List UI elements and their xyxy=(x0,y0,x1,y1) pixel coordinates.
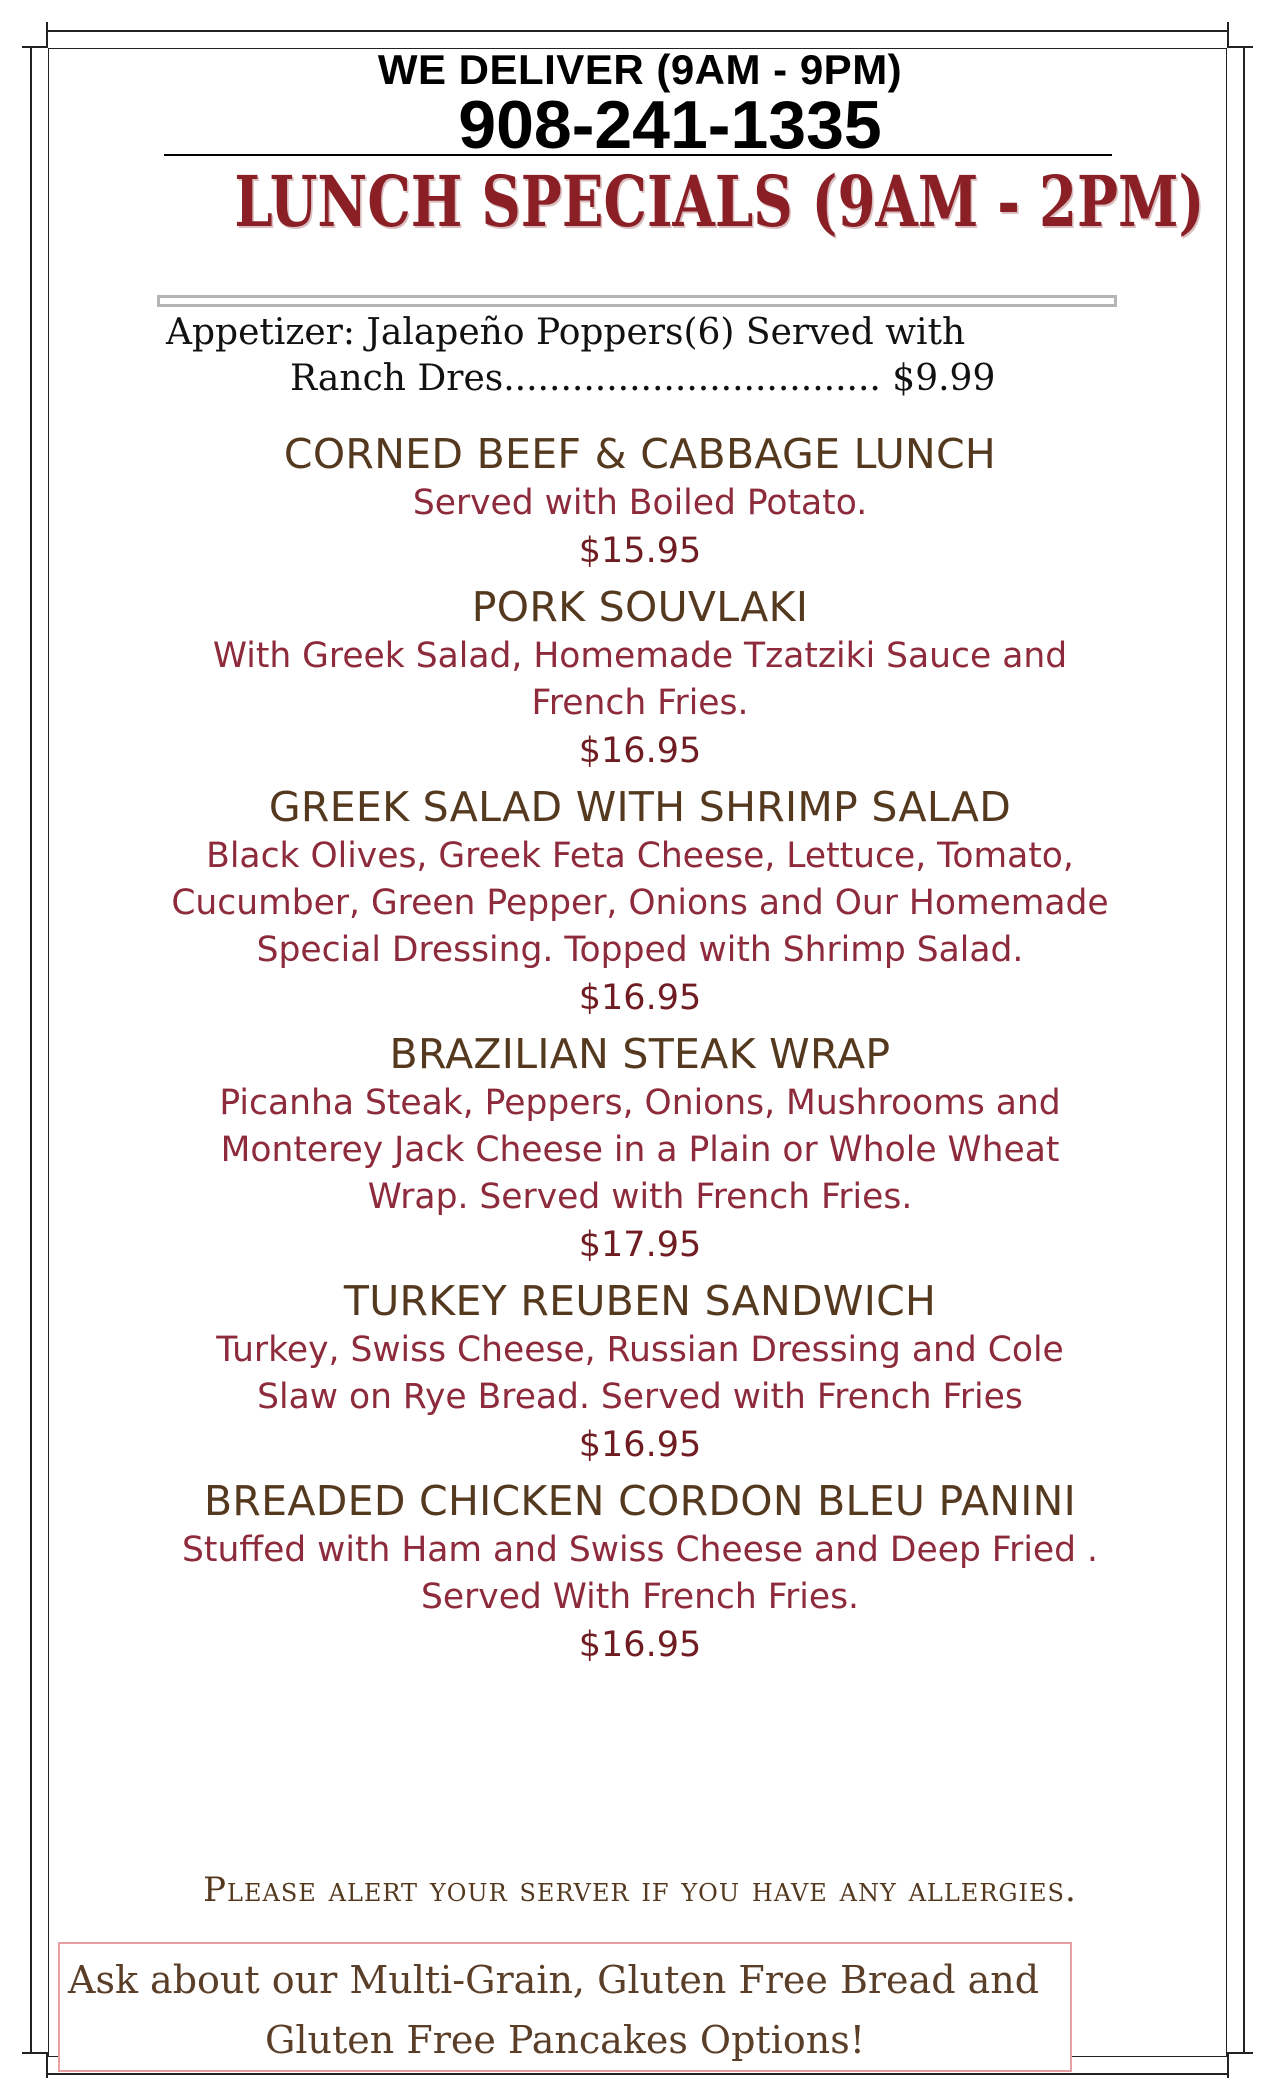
gluten-free-callout xyxy=(58,1950,1072,2070)
appetizer-price-line: Ranch Dres................................. $9.99 xyxy=(290,358,996,399)
menu-item xyxy=(160,1028,1120,1269)
allergy-notice: Please alert your server if you have any allergies. xyxy=(203,1870,1077,1910)
item-description: Turkey, Swiss Cheese, Russian Dressing and Cole Slaw on Rye Bread. Served with French Fries xyxy=(216,1330,1064,1417)
corner-ornament xyxy=(22,2052,48,2078)
title-divider xyxy=(157,295,1117,307)
menu-item xyxy=(160,781,1120,1022)
item-price: $16.95 xyxy=(578,731,702,771)
item-name: BREADED CHICKEN CORDON BLEU PANINI xyxy=(203,1477,1077,1525)
appetizer-line xyxy=(166,310,1106,402)
header-divider xyxy=(164,154,1112,156)
item-price: $16.95 xyxy=(578,1625,702,1665)
item-price: $15.95 xyxy=(578,531,702,571)
item-price: $16.95 xyxy=(578,1425,702,1465)
item-name: BRAZILIAN STEAK WRAP xyxy=(389,1030,891,1078)
item-price: $16.95 xyxy=(578,978,702,1018)
menu-item xyxy=(160,1475,1120,1669)
item-description: Stuffed with Ham and Swiss Cheese and Deep Fried . Served With French Fries. xyxy=(182,1530,1098,1617)
delivery-hours: WE DELIVER (9AM - 9PM) xyxy=(377,46,903,93)
gluten-free-line-2: Gluten Free Pancakes Options! xyxy=(265,2018,865,2062)
menu-item xyxy=(160,581,1120,775)
item-name: CORNED BEEF & CABBAGE LUNCH xyxy=(283,430,997,478)
item-description: With Greek Salad, Homemade Tzatziki Sauce and French Fries. xyxy=(212,636,1068,723)
appetizer-text: Appetizer: Jalapeño Poppers(6) Served with xyxy=(166,312,966,353)
item-description: Black Olives, Greek Feta Cheese, Lettuce, Tomato, Cucumber, Green Pepper, Onions and Our Homemade Special Dressing. Topped with Shrimp Salad. xyxy=(171,836,1109,970)
page-title: LUNCH SPECIALS (9AM - 2PM) xyxy=(234,160,1205,243)
item-description: Served with Boiled Potato. xyxy=(412,483,868,523)
item-name: GREEK SALAD WITH SHRIMP SALAD xyxy=(268,783,1012,831)
gluten-free-line-1: Ask about our Multi-Grain, Gluten Free Bread and xyxy=(68,1958,1040,2002)
menu-items xyxy=(160,428,1120,1675)
item-description: Picanha Steak, Peppers, Onions, Mushrooms and Monterey Jack Cheese in a Plain or Whole Wheat Wrap. Served with French Fries. xyxy=(219,1083,1061,1217)
phone-number: 908-241-1335 xyxy=(458,87,882,163)
corner-ornament xyxy=(22,22,48,48)
item-name: TURKEY REUBEN SANDWICH xyxy=(343,1277,937,1325)
item-price: $17.95 xyxy=(578,1225,702,1265)
corner-ornament xyxy=(1227,22,1253,48)
menu-item xyxy=(160,428,1120,575)
corner-ornament xyxy=(1227,2052,1253,2078)
menu-item xyxy=(160,1275,1120,1469)
item-name: PORK SOUVLAKI xyxy=(471,583,809,631)
